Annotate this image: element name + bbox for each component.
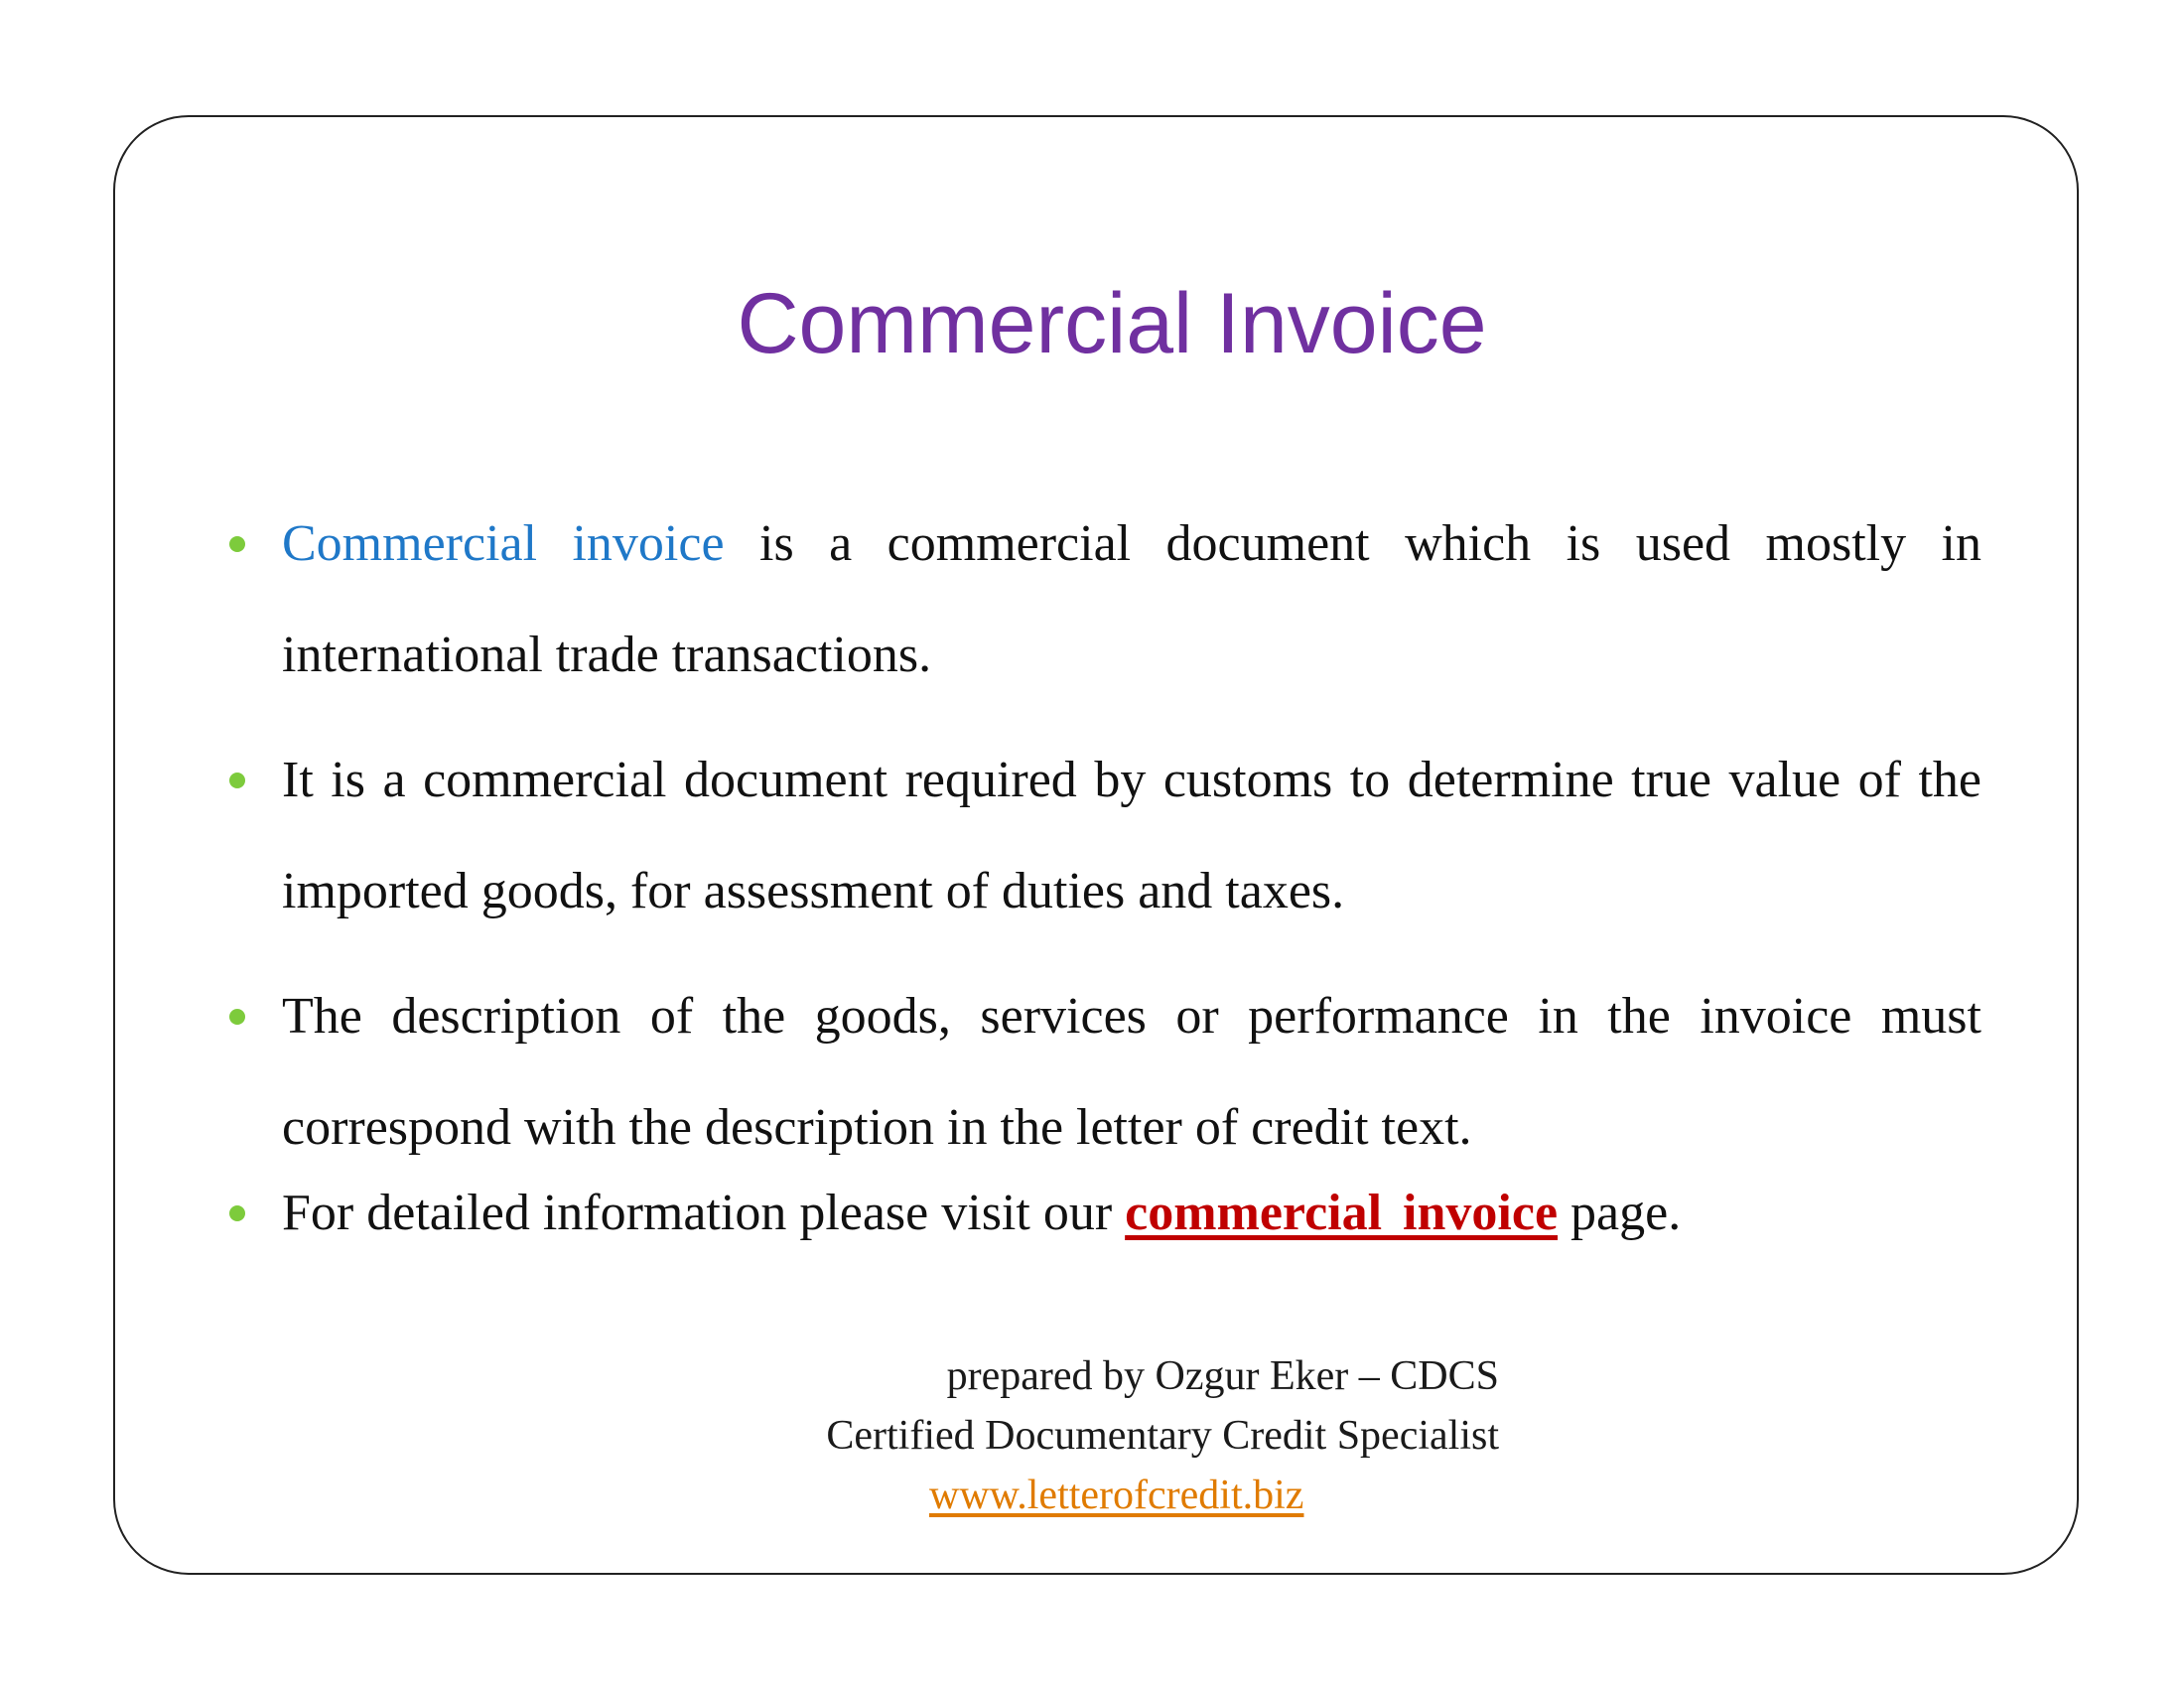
commercial-invoice-link[interactable]: commercial invoice — [1125, 1185, 1559, 1241]
bullet-text: It is a commercial document required by customs to determine true value of the imported goods, for assessment of duties and taxes. — [282, 752, 1981, 919]
website-link[interactable]: www.letterofcredit.biz — [929, 1473, 1304, 1518]
bullet-dot-icon — [229, 536, 245, 552]
bullet-dot-icon — [229, 773, 245, 788]
bullet-text: is a commercial document which is used mostly in international trade transactions. — [282, 515, 1981, 683]
bullet-dot-icon — [229, 1009, 245, 1025]
credential: Certified Documentary Credit Specialist — [826, 1413, 1499, 1459]
bullet-text-before: For detailed information please visit our — [282, 1185, 1126, 1241]
bullet-text-after: page. — [1558, 1185, 1682, 1241]
slide-title: Commercial Invoice — [737, 276, 1487, 371]
prepared-by: prepared by Ozgur Eker – CDCS — [946, 1353, 1499, 1399]
bullet-text: The description of the goods, services or performance in the invoice must correspond with the description in the letter of credit text. — [282, 988, 1981, 1156]
bullet-item-description — [282, 961, 1981, 1184]
term-commercial-invoice: Commercial invoice — [282, 515, 725, 572]
bullet-item-more-info — [282, 1158, 1981, 1269]
bullet-item-customs — [282, 725, 1981, 947]
bullet-item-definition — [282, 489, 1981, 711]
bullet-dot-icon — [229, 1205, 245, 1221]
